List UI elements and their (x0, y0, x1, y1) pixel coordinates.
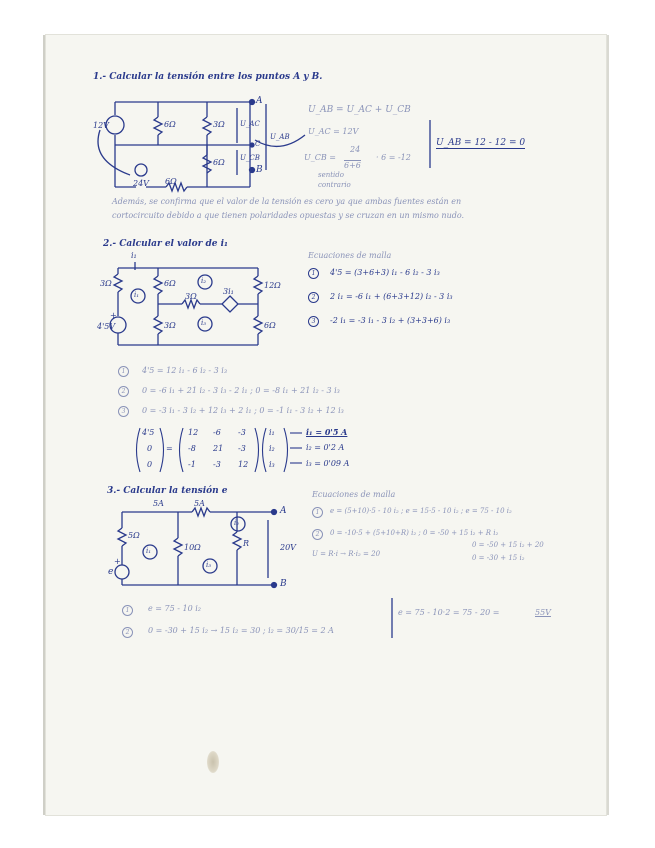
p2-src3i1-label: 3i₁ (223, 287, 234, 296)
p1-eq-line3-right: · 6 = -12 (376, 153, 411, 162)
p3-5a-label: 5A (153, 499, 164, 508)
p3-plus-sign: + (114, 557, 121, 566)
matrix-var-1: i₁ (269, 428, 275, 437)
p3-extra-line1: 0 = -50 + 15 i₂ + 20 (472, 541, 544, 549)
matrix-coef-13: -3 (238, 428, 246, 437)
p2-mesh-eq3-number: 3 (308, 316, 319, 327)
p2-r3bot-label: 3Ω (164, 321, 176, 330)
p3-mesh-eq1: e = (5+10)·5 - 10 i₂ ; e = 15·5 - 10 i₂ ; e = 75 - 10 i₂ (330, 507, 512, 515)
p2-mesh2-label: i₂ (201, 277, 207, 285)
matrix-result-3: i₃ = 0'09 A (306, 459, 350, 468)
p1-result: U_AB = 12 - 12 = 0 (436, 138, 526, 148)
p2-mesh1-label: i₁ (134, 291, 140, 299)
p3-mesh2-label: i₂ (234, 519, 240, 527)
p1-node-c: C (255, 140, 261, 148)
p2-i1-label: i₁ (131, 251, 137, 260)
matrix-coef-21: -8 (188, 444, 196, 453)
p1-eq-frac-num: 24 (350, 145, 361, 154)
p2-mesh-eq2-number: 2 (308, 292, 319, 303)
p3-mesh-title: Ecuaciones de malla (312, 490, 396, 499)
p3-src-e-label: e (108, 567, 114, 577)
p2-simpl-eq3: 0 = -3 i₁ - 3 i₂ + 12 i₃ + 2 i₁ ; 0 = -1 i₁ - 3 i₂ + 12 i₃ (142, 406, 344, 415)
matrix-var-2: i₂ (269, 444, 275, 453)
p2-simpl-eq3-number: 3 (118, 406, 129, 417)
matrix-equals: = (166, 444, 173, 453)
p1-r6a-label: 6Ω (164, 120, 176, 129)
p1-node-a: A (256, 96, 263, 106)
p2-src45-label: 4'5V (97, 322, 116, 331)
p2-mesh-eq2: 2 i₁ = -6 i₁ + (6+3+12) i₂ - 3 i₃ (330, 292, 453, 301)
p1-eq-frac-den: 6+6 (344, 161, 361, 170)
p1-r6b-label: 6Ω (213, 158, 225, 167)
p2-mesh-eq1: 4'5 = (3+6+3) i₁ - 6 i₂ - 3 i₃ (330, 268, 440, 277)
p2-r6top-label: 6Ω (164, 279, 176, 288)
p2-r3mid-label: 3Ω (185, 292, 197, 301)
matrix-coef-23: -3 (238, 444, 246, 453)
problem2-title: 2.- Calcular el valor de i₁ (103, 239, 228, 249)
p3-mesh-eq2: 0 = -10·5 + (5+10+R) i₂ ; 0 = -50 + 15 i₂ + R i₂ (330, 529, 499, 537)
p3-mesh1-label: i₁ (146, 547, 152, 555)
matrix-coef-12: -6 (213, 428, 221, 437)
p1-node-b: B (256, 165, 263, 175)
p1-remark-line1: Además, se confirma que el valor de la tensión es cero ya que ambas fuentes están en (112, 197, 462, 206)
matrix-coef-33: 12 (238, 460, 249, 469)
p1-ucb-label: U_CB (240, 154, 260, 162)
p3-node-b: B (280, 579, 287, 589)
matrix-result-1: i₁ = 0'5 A (306, 427, 348, 437)
matrix-coef-32: -3 (213, 460, 221, 469)
problem1-title: 1.- Calcular la tensión entre los puntos A y B. (93, 72, 323, 82)
p2-plus-sign: + (110, 311, 117, 320)
p3-final-eq1-number: 1 (122, 605, 133, 616)
p1-uab-label: U_AB (270, 133, 290, 141)
p3-answer-value: 55V (535, 608, 551, 617)
p1-eq-line3-left: U_CB = (304, 153, 336, 162)
matrix-result-2: i₂ = 0'2 A (306, 443, 345, 452)
p2-r12-label: 12Ω (264, 281, 281, 290)
p3-5a-label-2: 5A (194, 499, 205, 508)
p2-mesh-eq3: -2 i₁ = -3 i₁ - 3 i₂ + (3+3+6) i₃ (330, 316, 451, 325)
p3-final-eq2: 0 = -30 + 15 i₂ → 15 i₂ = 30 ; i₂ = 30/15 = 2 A (148, 626, 334, 635)
p2-simpl-eq1-number: 1 (118, 366, 129, 377)
p3-mesh3-label: i₃ (206, 561, 212, 569)
p3-node-a: A (280, 506, 287, 516)
p2-mesh-title: Ecuaciones de malla (308, 251, 392, 260)
p2-r3left-label: 3Ω (100, 279, 112, 288)
p3-20v-label: 20V (280, 543, 296, 552)
p3-r5-label: 5Ω (128, 531, 140, 540)
p1-eq-line2: U_AC = 12V (308, 127, 359, 136)
p3-r-label: R (243, 539, 250, 548)
p1-uac-label: U_AC (240, 120, 260, 128)
matrix-var-3: i₃ (269, 460, 275, 469)
p3-extra-line2: 0 = -30 + 15 i₂ (472, 554, 525, 562)
p1-note-contrario: contrario (318, 181, 351, 189)
p1-r6c-label: 6Ω (165, 177, 177, 186)
matrix-coef-22: 21 (213, 444, 224, 453)
p3-final-eq1: e = 75 - 10 i₂ (148, 604, 201, 613)
p1-note-sentido: sentido (318, 171, 344, 179)
p2-mesh-eq1-number: 1 (308, 268, 319, 279)
p1-source-12v-label: 12V (93, 121, 109, 130)
p1-eq-line1: U_AB = U_AC + U_CB (308, 105, 411, 115)
p2-simpl-eq1: 4'5 = 12 i₁ - 6 i₂ - 3 i₃ (142, 366, 228, 375)
p1-source-24v-label: 24V (133, 179, 149, 188)
matrix-lhs-2: 0 (147, 444, 153, 453)
p3-mesh-eq1-number: 1 (312, 507, 323, 518)
matrix-lhs-3: 0 (147, 460, 153, 469)
p2-simpl-eq2-number: 2 (118, 386, 129, 397)
p3-final-eq2-number: 2 (122, 627, 133, 638)
matrix-coef-31: -1 (188, 460, 196, 469)
p3-ohm-line: U = R·i → R·i₂ = 20 (312, 550, 381, 558)
p1-remark-line2: cortocircuito debido a que tienen polaridades opuestas y se cruzan en un mismo nudo. (112, 211, 465, 220)
p3-mesh-eq2-number: 2 (312, 529, 323, 540)
p2-simpl-eq2: 0 = -6 i₁ + 21 i₂ - 3 i₃ - 2 i₁ ; 0 = -8 i₁ + 21 i₂ - 3 i₃ (142, 386, 340, 395)
p1-r3-label: 3Ω (213, 120, 225, 129)
matrix-coef-11: 12 (188, 428, 199, 437)
p2-r6right-label: 6Ω (264, 321, 276, 330)
matrix-lhs-1: 4'5 (142, 428, 155, 437)
p2-mesh3-label: i₃ (201, 319, 207, 327)
p3-answer-prefix: e = 75 - 10·2 = 75 - 20 = (398, 608, 500, 617)
problem3-title: 3.- Calcular la tensión e (107, 486, 228, 496)
p3-r10-label: 10Ω (184, 543, 201, 552)
